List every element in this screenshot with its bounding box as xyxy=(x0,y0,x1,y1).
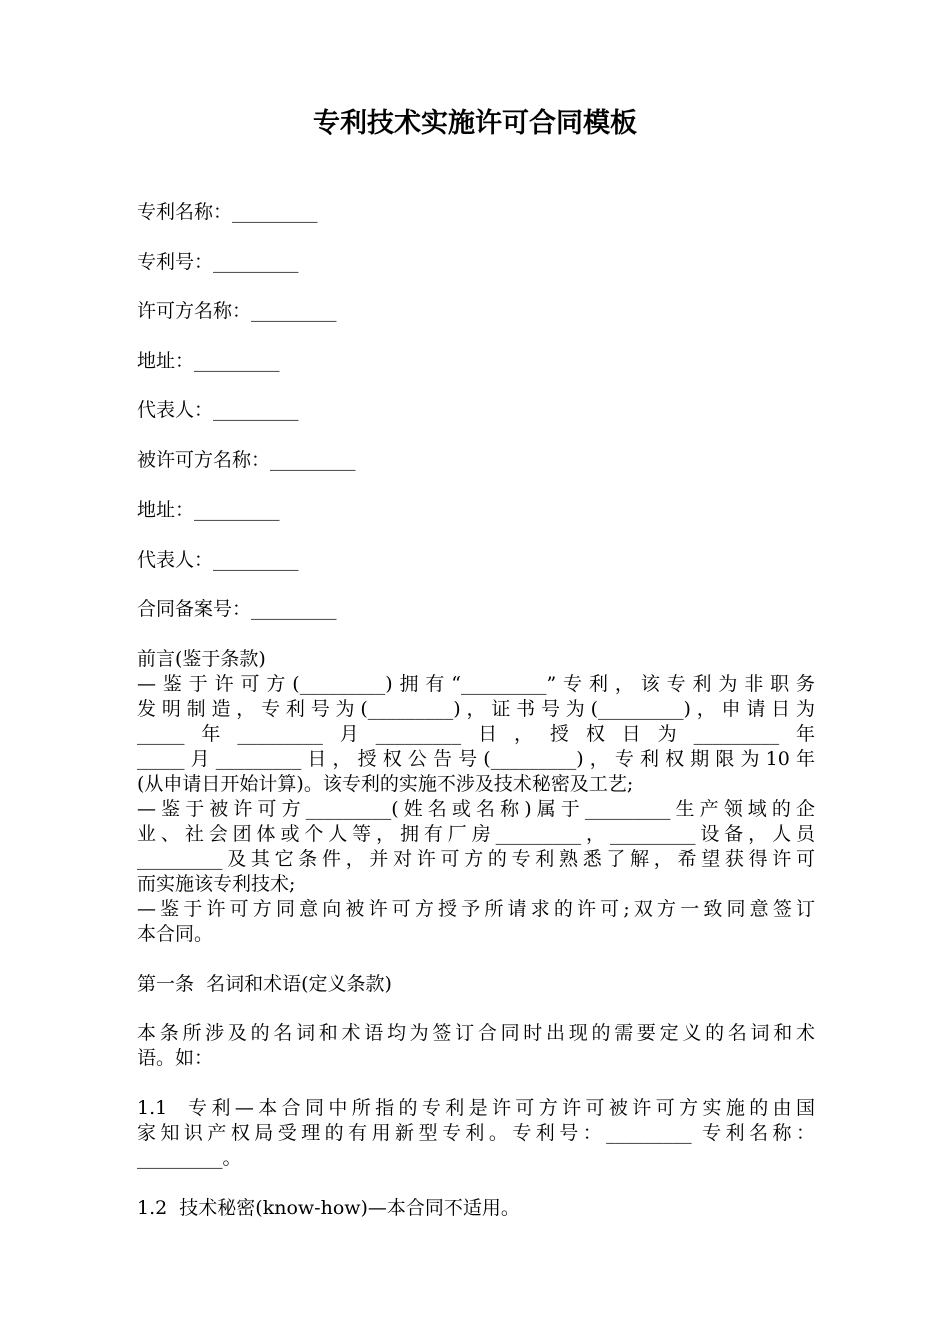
article-1-intro-line: 语。如： xyxy=(137,1047,214,1069)
licensee-address-field: 地址：_________ xyxy=(137,499,280,521)
preamble-line: _____年_________月_________日，授权日为_________年 xyxy=(137,723,815,745)
licensor-address-field: 地址：_________ xyxy=(137,350,280,372)
preamble-heading: 前言(鉴于条款) xyxy=(137,648,266,670)
preamble-line: 业、社会团体或个人等，拥有厂房_________，_________设备，人员 xyxy=(137,823,815,845)
clause-1-1-line: 1.1 专利—本合同中所指的专利是许可方许可被许可方实施的由国 xyxy=(137,1097,815,1119)
licensor-representative-field: 代表人：_________ xyxy=(137,399,299,421)
clause-1-1-line: 家知识产权局受理的有用新型专利。专利号：_________ 专利名称： xyxy=(137,1122,815,1144)
licensor-name-field: 许可方名称：_________ xyxy=(137,300,337,322)
preamble-line: —鉴于被许可方_________(姓名或名称)属于_________生产领域的企 xyxy=(137,798,815,820)
preamble-line: _____月_________日，授权公告号(_________)，专利权期限为10年 xyxy=(137,748,815,770)
preamble-line: (从申请日开始计算)。该专利的实施不涉及技术秘密及工艺; xyxy=(137,773,634,795)
patent-number-field: 专利号：_________ xyxy=(137,251,299,273)
preamble-line: _________及其它条件，并对许可方的专利熟悉了解，希望获得许可 xyxy=(137,848,815,870)
article-1-intro xyxy=(137,1021,815,1071)
article-1-intro-line: 本条所涉及的名词和术语均为签订合同时出现的需要定义的名词和术 xyxy=(137,1022,815,1044)
preamble-line: —鉴于许可方(_________)拥有“_________”专利，该专利为非职务 xyxy=(137,673,815,695)
clause-1-2: 1.2 技术秘密(know-how)—本合同不适用。 xyxy=(137,1197,520,1219)
preamble-section xyxy=(137,647,815,947)
document-title: 专利技术实施许可合同模板 xyxy=(313,108,637,139)
licensee-representative-field: 代表人：_________ xyxy=(137,549,299,571)
preamble-line: —鉴于许可方同意向被许可方授予所请求的许可;双方一致同意签订 xyxy=(137,898,815,920)
clause-1-1-line: _________。 xyxy=(137,1147,242,1169)
preamble-line: 发明制造，专利号为(_________)，证书号为(_________)，申请日为 xyxy=(137,698,815,720)
clause-1-1 xyxy=(137,1096,815,1171)
patent-name-field: 专利名称：_________ xyxy=(137,201,318,223)
article-1-heading: 第一条 名词和术语(定义条款) xyxy=(137,973,392,995)
preamble-line: 而实施该专利技术; xyxy=(137,873,296,895)
licensee-name-field: 被许可方名称：_________ xyxy=(137,449,356,471)
preamble-line: 本合同。 xyxy=(137,923,214,945)
contract-filing-number-field: 合同备案号：_________ xyxy=(137,598,337,620)
